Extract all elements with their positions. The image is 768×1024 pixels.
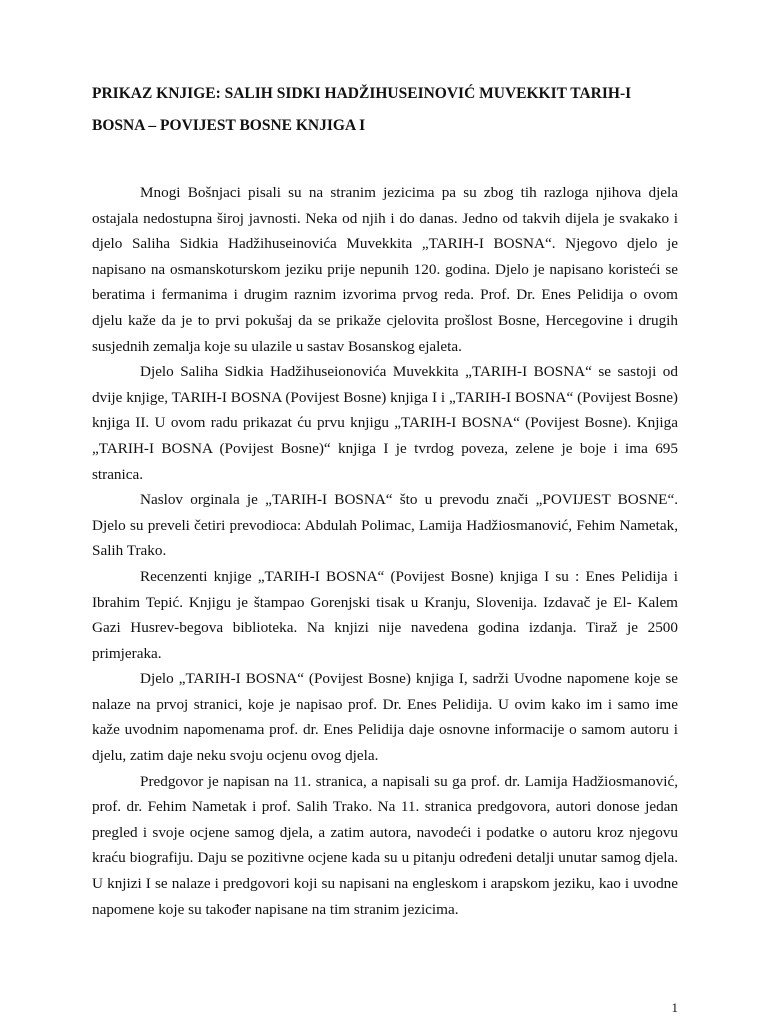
document-title: PRIKAZ KNJIGE: SALIH SIDKI HADŽIHUSEINOVIĆ MUVEKKIT TARIH-I BOSNA – POVIJEST BOSNE KNJIGA I xyxy=(92,85,632,134)
paragraph-foreword: Predgovor je napisan na 11. stranica, a napisali su ga prof. dr. Lamija Hadžiosmanović, prof. dr. Fehim Nametak i prof. Salih Trako. Na 11. stranica predgovora, autori donose jedan pregled i svoje ocjene samog djela, a zatim autora, navodeći i podatke o autoru kroz njegovu kraću biografiju. Daju se pozitivne ocjene kada su u pitanju određeni detalji unutar samog djela. U knjizi I se nalaze i predgovori koji su napisani na engleskom i arapskom jeziku, kao i uvodne napomene koje su također napisane na tim stranim jezicima. xyxy=(92,772,678,918)
paragraph-structure: Djelo Saliha Sidkia Hadžihuseionovića Muvekkita „TARIH-I BOSNA“ se sastoji od dvije knjige, TARIH-I BOSNA (Povijest Bosne) knjiga I i „TARIH-I BOSNA“ (Povijest Bosne) knjiga II. U ovom radu prikazat ću prvu knjigu „TARIH-I BOSNA“ (Povijest Bosne). Knjiga „TARIH-I BOSNA (Povijest Bosne)“ knjiga I je tvrdog poveza, zelene je boje i ima 695 stranica. xyxy=(92,363,678,483)
page-number: 1 xyxy=(671,1000,678,1015)
paragraph-intro: Mnogi Bošnjaci pisali su na stranim jezicima pa su zbog tih razloga njihova djela ostajala nedostupna široj javnosti. Neka od njih i do danas. Jedno od takvih dijela je svakako i djelo Saliha Sidkia Hadžihuseinovića Muvekkita „TARIH-I BOSNA“. Njegovo djelo je napisano na osmanskoturskom jeziku prije nepunih 120. godina. Djelo je napisano koristeći se beratima i fermanima i drugim raznim izvorima prvog reda. Prof. Dr. Enes Pelidija o ovom djelu kaže da je to prvi pokušaj da se prikaže cjelovita prošlost Bosne, Hercegovine i drugih susjednih zemalja koje su ulazile u sastav Bosanskog ejaleta. xyxy=(92,184,678,355)
paragraph-introductory-notes: Djelo „TARIH-I BOSNA“ (Povijest Bosne) knjiga I, sadrži Uvodne napomene koje se nalaze na prvoj stranici, koje je napisao prof. Dr. Enes Pelidija. U ovim kako im i samo ime kaže uvodnim napomenama prof. dr. Enes Pelidija daje osnovne informacije o samom autoru i djelu, zatim daje neku svoju ocjenu ovog djela. xyxy=(92,670,678,765)
document-page xyxy=(92,78,678,922)
paragraph-reviewers: Recenzenti knjige „TARIH-I BOSNA“ (Povijest Bosne) knjiga I su : Enes Pelidija i Ibrahim Tepić. Knjigu je štampao Gorenjski tisak u Kranju, Slovenija. Izdavač je El- Kalem Gazi Husrev-begova biblioteka. Na knjizi nije navedena godina izdanja. Tiraž je 2500 primjeraka. xyxy=(92,567,678,662)
paragraph-original-title: Naslov orginala je „TARIH-I BOSNA“ što u prevodu znači „POVIJEST BOSNE“. Djelo su preveli četiri prevodioca: Abdulah Polimac, Lamija Hadžiosmanović, Fehim Nametak, Salih Trako. xyxy=(92,491,678,560)
